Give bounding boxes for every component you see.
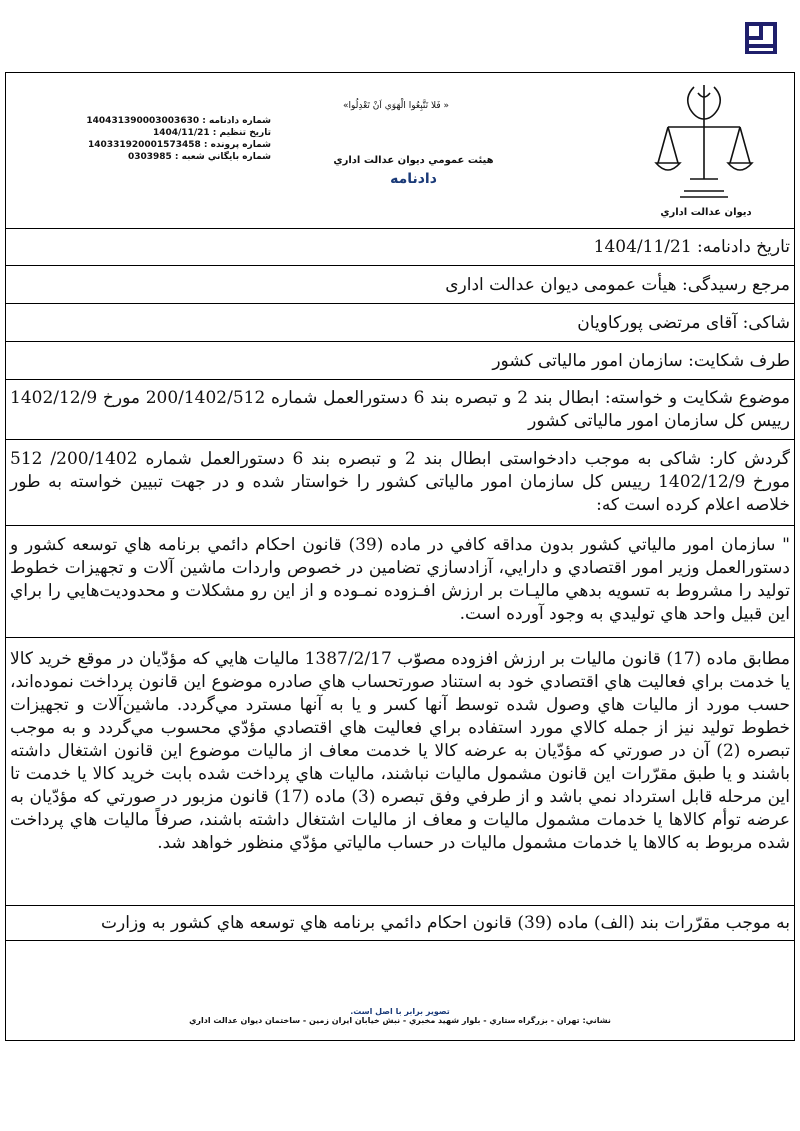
- top-logo-icon: [745, 22, 777, 54]
- document-frame: [5, 72, 795, 1041]
- archive-number: شماره بايگاني شعبه : 0303985: [127, 152, 271, 162]
- reference-row: مرجع رسیدگی: هیأت عمومی دیوان عدالت اداری: [6, 266, 794, 304]
- address: نشاني: تهران - بزرگراه ستاري - بلوار شهيد مخبري - نبش خيابان ايران زمين - ساختمان ديوان عدالت اداري: [189, 1016, 611, 1025]
- last-paragraph: به موجب مقرّرات بند (الف) ماده (39) قانون احکام دائمي برنامه هاي توسعه هاي کشور به وزارت: [6, 906, 794, 941]
- issue-date: تاريخ تنظيم : 1404/11/21: [152, 128, 271, 138]
- subject-row: موضوع شکایت و خواسته: ابطال بند 2 و تبصره بند 6 دستورالعمل شماره 200/1402/512 مورخ 1402/12/9 رییس کل سازمان امور مالیاتی کشور: [6, 380, 794, 440]
- quranic-verse: «فَلا تَتَّبِعُوا الْهَوَي اَنْ تَعْدِلُوا »: [342, 101, 450, 111]
- document-title: دادنامه: [390, 171, 437, 187]
- procedure-row: گردش کار: شاکی به موجب دادخواستی ابطال بند 2 و تبصره بند 6 دستورالعمل شماره 200/1402/ 512 مورخ 1402/12/9 رییس کل سازمان امور مالیاتی کشور را خواستار شده و در جهت تبیین خواسته به طور خلاصه اعلام کرده است که:: [6, 440, 794, 526]
- verdict-date-row: تاریخ دادنامه: 1404/11/21: [6, 228, 794, 266]
- complainant-row: شاکی: آقای مرتضی پورکاویان: [6, 304, 794, 342]
- verdict-number: شماره دادنامه : 140431390003003630: [86, 116, 271, 126]
- case-number: شماره پرونده : 140331920001573458: [88, 140, 271, 150]
- issuing-body: هيئت عمومي ديوان عدالت اداري: [333, 155, 494, 166]
- scales-of-justice-emblem-icon: [654, 79, 754, 209]
- document-header: [6, 73, 794, 229]
- document-footer: [6, 1007, 794, 1025]
- document-body: [6, 228, 794, 941]
- article-17-paragraph: مطابق ماده (17) قانون ماليات بر ارزش افزوده مصوّب 1387/2/17 ماليات هايي که مؤدّيان در موقع خريد کالا يا خدمت براي فعاليت هاي اقتصادي خود به استناد صورتحساب هاي صادره موضوع اين قانون پرداخت نموده‌اند، حسب مورد از ماليات هاي وصول شده توسط آنها کسر و يا به آنها مسترد مي‌گردد. ماشين‌آلات و تجهيزات خطوط توليد نيز از جمله کالاي مورد استفاده براي فعاليت هاي اقتصادي مؤدّي محسوب مي‌گردد و به موجب تبصره (2) آن در صورتي که مؤدّيان به عرضه کالا يا خدمت معاف از ماليات موضوع اين قانون اشتغال داشته باشند و يا طبق مقرّرات اين قانون مشمول ماليات نباشند، ماليات هاي پرداخت شده بابت خريد کالا يا خدمت تا اين مرحله قابل استرداد نمي باشد و از طرفي وفق تبصره (3) ماده (17) قانون مزبور در صورتي که مؤدّيان به عرضه توأم کالاها يا خدمات مشمول ماليات و معاف از ماليات اشتغال داشته باشند، صرفاً ماليات هاي پرداخت شده مربوط به کالاها يا خدمات مشمول ماليات در حساب مالياتي مؤدّي منظور خواهد شد.: [6, 638, 794, 906]
- court-name: ديوان عدالت اداري: [660, 207, 752, 218]
- respondent-row: طرف شکایت: سازمان امور مالیاتی کشور: [6, 342, 794, 380]
- certified-copy-note: تصوير برابر با اصل است.: [350, 1007, 450, 1016]
- quote-paragraph: " سازمان امور مالیاتي کشور بدون مداقه کافي در ماده (39) قانون احکام دائمي برنامه هاي توسعه کشور و دستورالعمل وزير امور اقتصادي و دارايي، آزادسازي تضامين در خصوص واردات ماشين آلات و تجهيزات خطوط توليد را مشروط به تسويه بدهي ماليـات بر ارزش افـزوده نمـوده و از اين رو مشکلات و محدوديت‌هايي را براي اين قبيل واحد هاي توليدي به وجود آورده است.: [6, 526, 794, 638]
- document-metadata: [66, 115, 271, 163]
